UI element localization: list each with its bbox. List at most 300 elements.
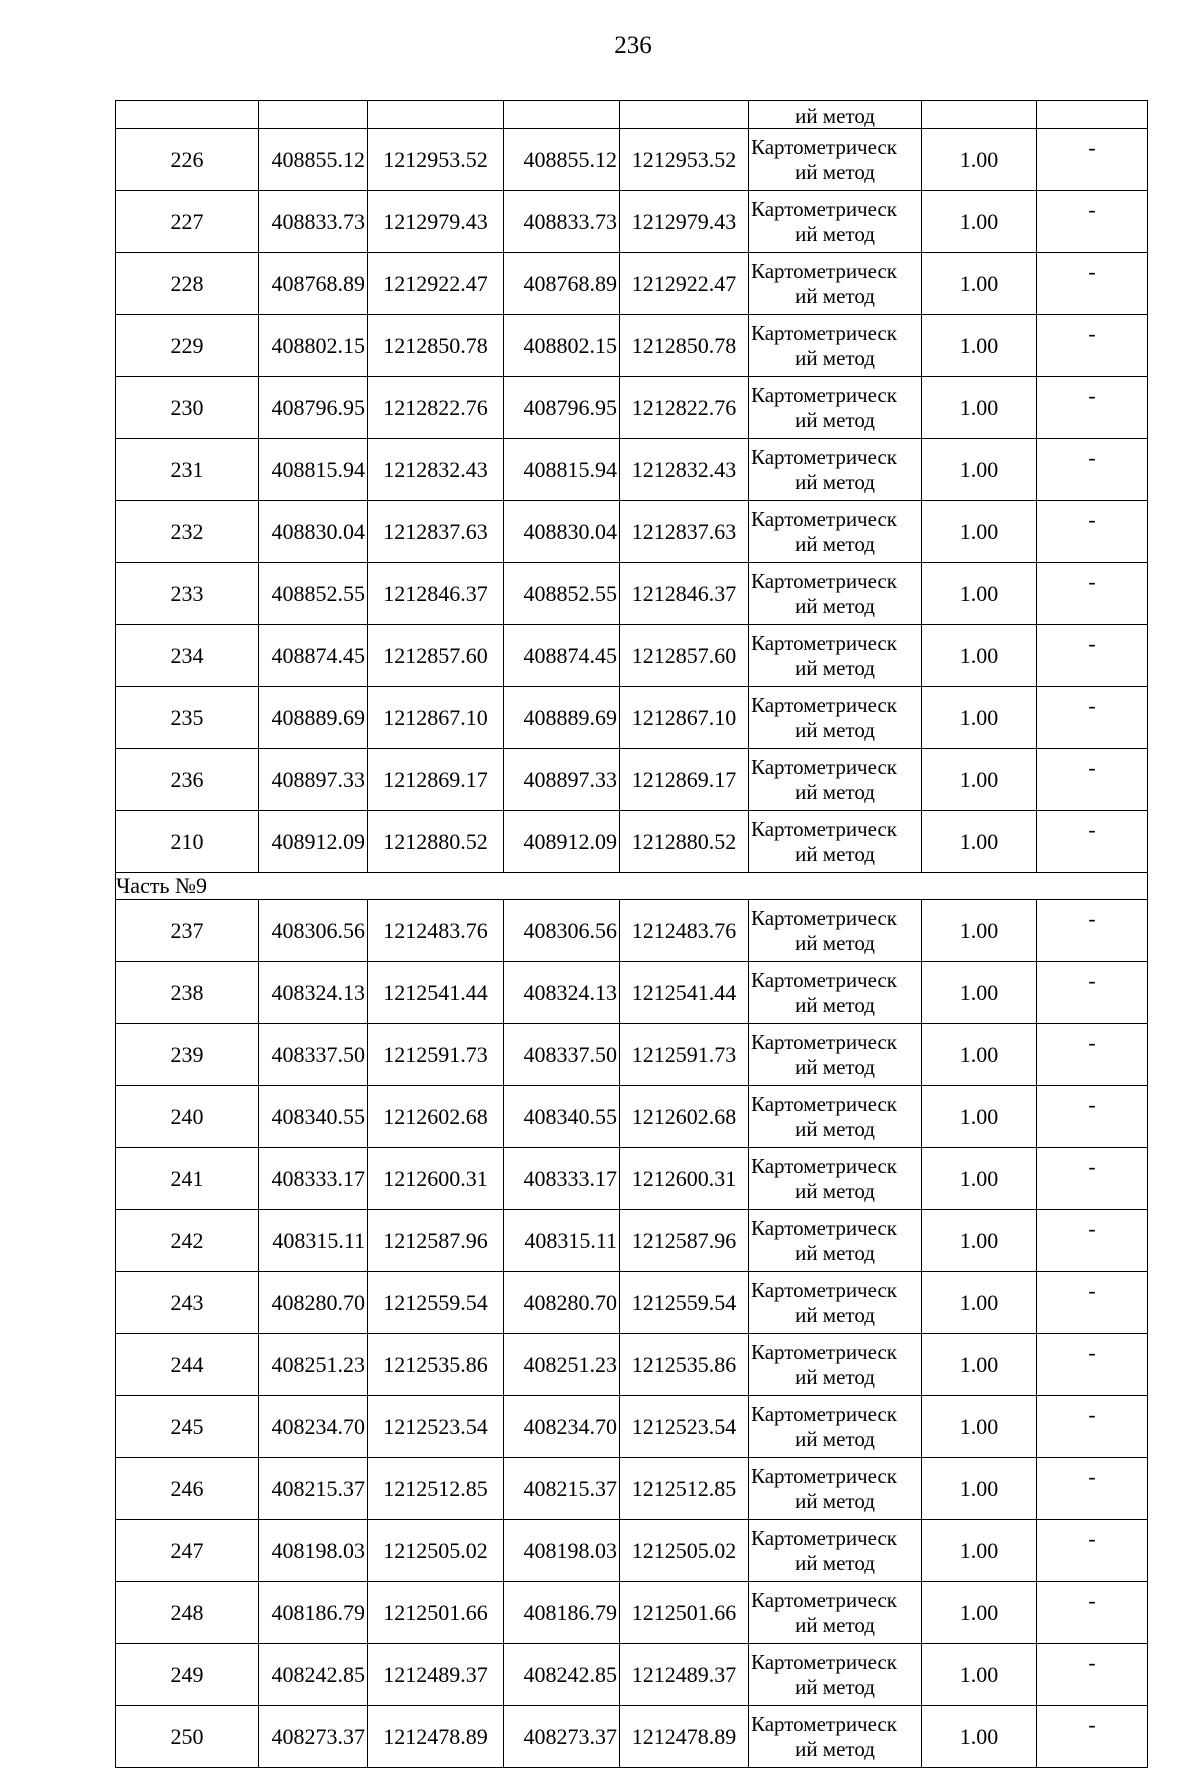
method-line-1: Картометрическ [751, 134, 897, 159]
cell-point-number: 244 [116, 1334, 259, 1396]
cell-y-new: 1212535.86 [620, 1334, 749, 1396]
cell-method [749, 1272, 922, 1334]
coordinates-table [115, 100, 1148, 1768]
cell-note: - [1037, 1086, 1148, 1148]
cell-accuracy: 1.00 [922, 900, 1037, 962]
table-row-fragment [116, 101, 1148, 129]
cell-y-old: 1212535.86 [368, 1334, 504, 1396]
table-row [116, 315, 1148, 377]
cell-x-old: 408251.23 [259, 1334, 368, 1396]
method-line-1: Картометрическ [751, 1277, 897, 1302]
cell-x-old: 408273.37 [259, 1706, 368, 1768]
cell-point-number: 228 [116, 253, 259, 315]
table-row [116, 1582, 1148, 1644]
page-number: 236 [614, 32, 652, 59]
cell-x-new: 408234.70 [504, 1396, 620, 1458]
method-line-1: Картометрическ [751, 905, 897, 930]
cell-accuracy: 1.00 [922, 1272, 1037, 1334]
table-row [116, 1272, 1148, 1334]
cell-x-new: 408852.55 [504, 563, 620, 625]
cell-y-new: 1212483.76 [620, 900, 749, 962]
cell-x-old: 408337.50 [259, 1024, 368, 1086]
table-row [116, 1148, 1148, 1210]
cell-y-old: 1212489.37 [368, 1644, 504, 1706]
method-line-1: Картометрическ [751, 1215, 897, 1240]
cell-x-old: 408280.70 [259, 1272, 368, 1334]
cell-x-old: 408315.11 [259, 1210, 368, 1272]
cell-method [749, 1706, 922, 1768]
table-row [116, 1086, 1148, 1148]
cell-y-new: 1212512.85 [620, 1458, 749, 1520]
method-line-2: ий метод [795, 283, 875, 308]
cell-accuracy: 1.00 [922, 962, 1037, 1024]
cell-point-number: 249 [116, 1644, 259, 1706]
method-line-1: Картометрическ [751, 444, 897, 469]
cell-accuracy: 1.00 [922, 1024, 1037, 1086]
cell-x-new: 408897.33 [504, 749, 620, 811]
cell-y-old: 1212591.73 [368, 1024, 504, 1086]
cell-y-old: 1212501.66 [368, 1582, 504, 1644]
method-line-2: ий метод [795, 992, 875, 1017]
cell-note: - [1037, 625, 1148, 687]
cell-point-number: 226 [116, 129, 259, 191]
cell-empty [922, 101, 1037, 129]
method-line-2: ий метод [795, 345, 875, 370]
cell-method [749, 129, 922, 191]
cell-point-number: 239 [116, 1024, 259, 1086]
cell-x-new: 408186.79 [504, 1582, 620, 1644]
method-line-2: ий метод [795, 1674, 875, 1699]
cell-accuracy: 1.00 [922, 253, 1037, 315]
cell-x-new: 408889.69 [504, 687, 620, 749]
table-row [116, 811, 1148, 873]
section-label: Часть №9 [116, 873, 1148, 900]
method-line-1: Картометрическ [751, 1587, 897, 1612]
cell-note: - [1037, 1148, 1148, 1210]
cell-note: - [1037, 900, 1148, 962]
cell-y-new: 1212591.73 [620, 1024, 749, 1086]
table-row [116, 625, 1148, 687]
cell-y-old: 1212541.44 [368, 962, 504, 1024]
cell-y-new: 1212587.96 [620, 1210, 749, 1272]
method-line-2: ий метод [795, 1054, 875, 1079]
cell-point-number: 247 [116, 1520, 259, 1582]
method-line-1: Картометрическ [751, 1649, 897, 1674]
cell-y-old: 1212880.52 [368, 811, 504, 873]
method-line-1: Картометрическ [751, 630, 897, 655]
cell-method [749, 563, 922, 625]
cell-x-old: 408340.55 [259, 1086, 368, 1148]
cell-note: - [1037, 1458, 1148, 1520]
cell-y-new: 1212559.54 [620, 1272, 749, 1334]
table-row [116, 687, 1148, 749]
cell-method [749, 1086, 922, 1148]
cell-empty [259, 101, 368, 129]
cell-accuracy: 1.00 [922, 377, 1037, 439]
cell-x-old: 408874.45 [259, 625, 368, 687]
method-line-1: Картометрическ [751, 1525, 897, 1550]
method-line-1: Картометрическ [751, 1091, 897, 1116]
cell-accuracy: 1.00 [922, 1210, 1037, 1272]
method-line-2: ий метод [795, 1736, 875, 1761]
cell-method [749, 377, 922, 439]
cell-point-number: 246 [116, 1458, 259, 1520]
cell-note: - [1037, 563, 1148, 625]
method-line-2: ий метод [795, 779, 875, 804]
table-row [116, 439, 1148, 501]
cell-method [749, 1520, 922, 1582]
cell-method [749, 501, 922, 563]
cell-method [749, 191, 922, 253]
cell-x-old: 408897.33 [259, 749, 368, 811]
table-body [116, 101, 1148, 1768]
cell-y-new: 1212850.78 [620, 315, 749, 377]
cell-accuracy: 1.00 [922, 1334, 1037, 1396]
cell-empty [504, 101, 620, 129]
cell-accuracy: 1.00 [922, 501, 1037, 563]
method-line-2: ий метод [795, 841, 875, 866]
cell-x-new: 408324.13 [504, 962, 620, 1024]
cell-y-old: 1212559.54 [368, 1272, 504, 1334]
cell-x-old: 408889.69 [259, 687, 368, 749]
cell-x-old: 408912.09 [259, 811, 368, 873]
method-line-2: ий метод [795, 531, 875, 556]
cell-accuracy: 1.00 [922, 1458, 1037, 1520]
method-line-2: ий метод [795, 469, 875, 494]
cell-accuracy: 1.00 [922, 1396, 1037, 1458]
cell-x-old: 408324.13 [259, 962, 368, 1024]
table-row [116, 501, 1148, 563]
cell-point-number: 230 [116, 377, 259, 439]
cell-method-tail: ий метод [749, 101, 922, 129]
cell-note: - [1037, 439, 1148, 501]
method-line-2: ий метод [795, 1178, 875, 1203]
method-line-2: ий метод [795, 1612, 875, 1637]
method-line-2: ий метод [795, 1116, 875, 1141]
cell-y-old: 1212869.17 [368, 749, 504, 811]
table-row [116, 1210, 1148, 1272]
cell-empty [1037, 101, 1148, 129]
method-line-1: Картометрическ [751, 1339, 897, 1364]
cell-point-number: 227 [116, 191, 259, 253]
cell-y-old: 1212857.60 [368, 625, 504, 687]
cell-x-new: 408315.11 [504, 1210, 620, 1272]
cell-x-new: 408280.70 [504, 1272, 620, 1334]
cell-x-new: 408855.12 [504, 129, 620, 191]
cell-point-number: 237 [116, 900, 259, 962]
cell-x-old: 408815.94 [259, 439, 368, 501]
method-line-1: Картометрическ [751, 1711, 897, 1736]
cell-accuracy: 1.00 [922, 129, 1037, 191]
method-line-1: Картометрическ [751, 967, 897, 992]
cell-x-new: 408242.85 [504, 1644, 620, 1706]
cell-x-old: 408796.95 [259, 377, 368, 439]
table-row [116, 191, 1148, 253]
cell-note: - [1037, 1334, 1148, 1396]
cell-note: - [1037, 501, 1148, 563]
cell-note: - [1037, 1520, 1148, 1582]
cell-x-old: 408186.79 [259, 1582, 368, 1644]
cell-y-new: 1212857.60 [620, 625, 749, 687]
cell-method [749, 315, 922, 377]
cell-method [749, 253, 922, 315]
cell-x-old: 408852.55 [259, 563, 368, 625]
cell-x-old: 408768.89 [259, 253, 368, 315]
cell-accuracy: 1.00 [922, 439, 1037, 501]
method-line-2: ий метод [795, 1426, 875, 1451]
cell-method [749, 962, 922, 1024]
cell-method [749, 900, 922, 962]
table-row [116, 1644, 1148, 1706]
cell-x-old: 408833.73 [259, 191, 368, 253]
cell-method [749, 439, 922, 501]
cell-y-new: 1212979.43 [620, 191, 749, 253]
table-row [116, 1458, 1148, 1520]
cell-x-old: 408333.17 [259, 1148, 368, 1210]
cell-y-new: 1212953.52 [620, 129, 749, 191]
cell-y-old: 1212850.78 [368, 315, 504, 377]
cell-y-old: 1212867.10 [368, 687, 504, 749]
cell-point-number: 243 [116, 1272, 259, 1334]
cell-point-number: 231 [116, 439, 259, 501]
table-row [116, 1520, 1148, 1582]
cell-x-new: 408340.55 [504, 1086, 620, 1148]
method-line-2: ий метод [795, 930, 875, 955]
cell-method [749, 749, 922, 811]
cell-x-old: 408215.37 [259, 1458, 368, 1520]
cell-point-number: 234 [116, 625, 259, 687]
method-line-1: Картометрическ [751, 568, 897, 593]
method-line-1: Картометрическ [751, 692, 897, 717]
cell-y-old: 1212832.43 [368, 439, 504, 501]
cell-point-number: 232 [116, 501, 259, 563]
cell-method [749, 1396, 922, 1458]
table-row [116, 1706, 1148, 1768]
cell-y-old: 1212953.52 [368, 129, 504, 191]
cell-note: - [1037, 191, 1148, 253]
section-row [116, 873, 1148, 900]
cell-x-old: 408855.12 [259, 129, 368, 191]
cell-x-old: 408242.85 [259, 1644, 368, 1706]
cell-x-new: 408802.15 [504, 315, 620, 377]
cell-note: - [1037, 1210, 1148, 1272]
cell-x-new: 408815.94 [504, 439, 620, 501]
method-line-2: ий метод [795, 655, 875, 680]
cell-method [749, 1148, 922, 1210]
cell-method [749, 1582, 922, 1644]
method-line-1: Картометрическ [751, 506, 897, 531]
cell-method [749, 1024, 922, 1086]
cell-point-number: 240 [116, 1086, 259, 1148]
cell-point-number: 210 [116, 811, 259, 873]
cell-x-new: 408874.45 [504, 625, 620, 687]
table-row [116, 129, 1148, 191]
cell-y-new: 1212541.44 [620, 962, 749, 1024]
method-line-1: Картометрическ [751, 1029, 897, 1054]
method-line-1: Картометрическ [751, 816, 897, 841]
cell-accuracy: 1.00 [922, 811, 1037, 873]
cell-x-new: 408306.56 [504, 900, 620, 962]
method-line-2: ий метод [795, 717, 875, 742]
cell-empty [368, 101, 504, 129]
table-row [116, 749, 1148, 811]
cell-x-new: 408796.95 [504, 377, 620, 439]
cell-method [749, 1644, 922, 1706]
table-row [116, 962, 1148, 1024]
cell-empty [620, 101, 749, 129]
cell-accuracy: 1.00 [922, 1520, 1037, 1582]
method-line-1: Картометрическ [751, 196, 897, 221]
cell-y-old: 1212602.68 [368, 1086, 504, 1148]
cell-accuracy: 1.00 [922, 1706, 1037, 1768]
cell-empty [116, 101, 259, 129]
cell-x-old: 408802.15 [259, 315, 368, 377]
method-line-1: Картометрическ [751, 1153, 897, 1178]
cell-accuracy: 1.00 [922, 625, 1037, 687]
cell-y-new: 1212523.54 [620, 1396, 749, 1458]
cell-point-number: 241 [116, 1148, 259, 1210]
method-line-1: Картометрическ [751, 1401, 897, 1426]
cell-accuracy: 1.00 [922, 1086, 1037, 1148]
cell-y-new: 1212602.68 [620, 1086, 749, 1148]
table-row [116, 1396, 1148, 1458]
cell-note: - [1037, 377, 1148, 439]
cell-x-new: 408833.73 [504, 191, 620, 253]
cell-method [749, 811, 922, 873]
cell-point-number: 242 [116, 1210, 259, 1272]
method-line-2: ий метод [795, 407, 875, 432]
cell-note: - [1037, 749, 1148, 811]
cell-y-new: 1212846.37 [620, 563, 749, 625]
cell-x-new: 408251.23 [504, 1334, 620, 1396]
cell-x-new: 408333.17 [504, 1148, 620, 1210]
cell-accuracy: 1.00 [922, 1148, 1037, 1210]
cell-note: - [1037, 1024, 1148, 1086]
cell-method [749, 1458, 922, 1520]
cell-note: - [1037, 811, 1148, 873]
cell-x-old: 408306.56 [259, 900, 368, 962]
cell-y-new: 1212832.43 [620, 439, 749, 501]
cell-x-new: 408215.37 [504, 1458, 620, 1520]
cell-y-new: 1212880.52 [620, 811, 749, 873]
cell-y-new: 1212922.47 [620, 253, 749, 315]
cell-point-number: 236 [116, 749, 259, 811]
method-line-2: ий метод [795, 1550, 875, 1575]
cell-y-new: 1212837.63 [620, 501, 749, 563]
table-row [116, 563, 1148, 625]
cell-note: - [1037, 129, 1148, 191]
table-row [116, 1024, 1148, 1086]
cell-y-old: 1212837.63 [368, 501, 504, 563]
cell-note: - [1037, 1582, 1148, 1644]
method-line-2: ий метод [795, 593, 875, 618]
table-row [116, 900, 1148, 962]
cell-x-new: 408768.89 [504, 253, 620, 315]
cell-method [749, 687, 922, 749]
cell-y-old: 1212922.47 [368, 253, 504, 315]
cell-accuracy: 1.00 [922, 687, 1037, 749]
cell-point-number: 250 [116, 1706, 259, 1768]
cell-point-number: 248 [116, 1582, 259, 1644]
cell-x-old: 408830.04 [259, 501, 368, 563]
cell-y-old: 1212979.43 [368, 191, 504, 253]
table-row [116, 253, 1148, 315]
cell-note: - [1037, 962, 1148, 1024]
cell-y-old: 1212600.31 [368, 1148, 504, 1210]
cell-y-old: 1212505.02 [368, 1520, 504, 1582]
cell-point-number: 238 [116, 962, 259, 1024]
cell-accuracy: 1.00 [922, 191, 1037, 253]
cell-x-new: 408912.09 [504, 811, 620, 873]
cell-point-number: 229 [116, 315, 259, 377]
cell-x-new: 408830.04 [504, 501, 620, 563]
cell-y-new: 1212478.89 [620, 1706, 749, 1768]
cell-x-new: 408198.03 [504, 1520, 620, 1582]
method-line-1: Картометрическ [751, 258, 897, 283]
cell-x-new: 408337.50 [504, 1024, 620, 1086]
cell-y-old: 1212822.76 [368, 377, 504, 439]
cell-point-number: 235 [116, 687, 259, 749]
cell-note: - [1037, 1396, 1148, 1458]
cell-y-old: 1212846.37 [368, 563, 504, 625]
cell-y-old: 1212587.96 [368, 1210, 504, 1272]
table-row [116, 1334, 1148, 1396]
cell-point-number: 245 [116, 1396, 259, 1458]
method-line-1: Картометрическ [751, 320, 897, 345]
cell-accuracy: 1.00 [922, 749, 1037, 811]
method-line-1: Картометрическ [751, 754, 897, 779]
cell-note: - [1037, 315, 1148, 377]
method-line-2: ий метод [795, 1240, 875, 1265]
cell-y-new: 1212501.66 [620, 1582, 749, 1644]
cell-y-new: 1212867.10 [620, 687, 749, 749]
method-line-1: Картометрическ [751, 1463, 897, 1488]
cell-accuracy: 1.00 [922, 315, 1037, 377]
cell-method [749, 1334, 922, 1396]
method-line-2: ий метод [795, 1488, 875, 1513]
method-line-2: ий метод [795, 159, 875, 184]
cell-note: - [1037, 687, 1148, 749]
cell-y-old: 1212512.85 [368, 1458, 504, 1520]
cell-method [749, 625, 922, 687]
method-line-1: Картометрическ [751, 382, 897, 407]
cell-y-old: 1212478.89 [368, 1706, 504, 1768]
cell-x-new: 408273.37 [504, 1706, 620, 1768]
cell-y-new: 1212869.17 [620, 749, 749, 811]
cell-accuracy: 1.00 [922, 1582, 1037, 1644]
cell-y-old: 1212483.76 [368, 900, 504, 962]
cell-accuracy: 1.00 [922, 563, 1037, 625]
table-row [116, 377, 1148, 439]
cell-x-old: 408234.70 [259, 1396, 368, 1458]
method-line-2: ий метод [795, 1302, 875, 1327]
cell-x-old: 408198.03 [259, 1520, 368, 1582]
cell-y-new: 1212600.31 [620, 1148, 749, 1210]
cell-note: - [1037, 1272, 1148, 1334]
method-line-2: ий метод [795, 1364, 875, 1389]
cell-note: - [1037, 1706, 1148, 1768]
cell-y-new: 1212489.37 [620, 1644, 749, 1706]
cell-point-number: 233 [116, 563, 259, 625]
cell-y-old: 1212523.54 [368, 1396, 504, 1458]
cell-y-new: 1212822.76 [620, 377, 749, 439]
cell-note: - [1037, 253, 1148, 315]
cell-note: - [1037, 1644, 1148, 1706]
cell-accuracy: 1.00 [922, 1644, 1037, 1706]
cell-method [749, 1210, 922, 1272]
method-line-2: ий метод [795, 221, 875, 246]
cell-y-new: 1212505.02 [620, 1520, 749, 1582]
